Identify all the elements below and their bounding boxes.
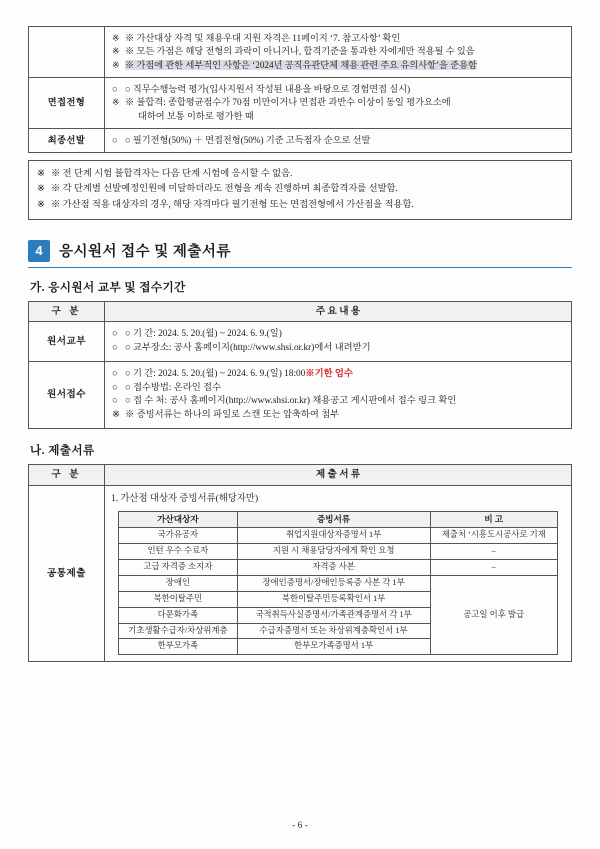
table-row xyxy=(29,486,572,662)
circle-bullet-icon: ○ xyxy=(112,329,118,340)
list-item xyxy=(112,382,564,395)
note-line xyxy=(112,45,564,58)
table-row xyxy=(29,129,572,153)
table-row xyxy=(119,543,558,559)
table-row xyxy=(29,27,572,78)
circle-bullet-icon: ○ xyxy=(112,396,118,407)
note-line xyxy=(112,32,564,45)
cell-eligible: 다문화가족 xyxy=(119,607,237,623)
cell-evidence: 장애인증명서/장애인등록증 사본 각 1부 xyxy=(237,575,430,591)
circle-bullet-icon: ○ xyxy=(112,135,118,146)
bullet-icon: ※ xyxy=(37,199,45,210)
note-line xyxy=(37,198,563,213)
table-header-row xyxy=(29,301,572,322)
cell-evidence: 자격증 사본 xyxy=(237,559,430,575)
row-label-distribution: 원서교부 xyxy=(29,322,105,362)
subsection-b-heading: 나. 제출서류 xyxy=(30,444,95,458)
selection-process-table xyxy=(28,26,572,153)
col-header-content: 주 요 내 용 xyxy=(105,301,572,322)
note-line xyxy=(112,59,564,72)
note-text: ○ 직무수행능력 평가(입사지원서 작성된 내용을 바탕으로 경험면접 실시) xyxy=(125,84,411,95)
item-text: ○ 교부장소: 공사 홈페이지(http://www.shsi.or.kr)에서 내려받기 xyxy=(125,342,371,353)
col-header-documents: 제 출 서 류 xyxy=(105,465,572,486)
cell-remarks: – xyxy=(430,543,557,559)
cell-remarks: 제출처 ‘시흥도시공사로 기재 xyxy=(430,527,557,543)
col-header-eligible: 가산대상자 xyxy=(119,511,237,527)
cell-evidence: 지원 시 채용담당자에게 확인 요청 xyxy=(237,543,430,559)
list-item xyxy=(112,409,564,422)
subsection-a-heading: 가. 응시원서 교부 및 접수기간 xyxy=(30,280,186,294)
table-row xyxy=(29,322,572,362)
section-title: 응시원서 접수 및 제출서류 xyxy=(59,244,231,261)
row-content xyxy=(105,129,572,153)
page-number: - 6 - xyxy=(292,821,308,831)
cell-remarks: – xyxy=(430,559,557,575)
row-label xyxy=(29,27,105,78)
note-text: ○ 필기전형(50%) ＋ 면접전형(50%) 기준 고득점자 순으로 선발 xyxy=(125,135,371,146)
note-text: ※ 불합격: 종합평균점수가 70점 미만이거나 면접관 과반수 이상이 동일 평가요소에 xyxy=(125,97,451,108)
row-content xyxy=(105,27,572,78)
list-item xyxy=(112,328,564,341)
section-number-badge: 4 xyxy=(28,240,50,262)
bullet-icon: ※ xyxy=(112,409,120,420)
note-text: ※ 가산점 적용 대상자의 경우, 해당 자격마다 필기전형 또는 면접전형에서 가산점을 적용함. xyxy=(51,199,414,210)
note-line xyxy=(37,182,563,197)
application-schedule-table xyxy=(28,301,572,430)
item-text: ○ 기 간: 2024. 5. 20.(월) ~ 2024. 6. 9.(일) xyxy=(125,329,282,340)
cell-evidence: 수급자증명서 또는 차상위계층확인서 1부 xyxy=(237,623,430,639)
note-text: ※ 각 단계별 선발예정인원에 미달하더라도 전형을 계속 진행하며 최종합격자를 선발함. xyxy=(51,184,398,195)
bullet-icon: ※ xyxy=(112,33,120,43)
list-item xyxy=(112,368,564,381)
col-header-division: 구 분 xyxy=(29,301,105,322)
table-row xyxy=(119,527,558,543)
list-item xyxy=(112,342,564,355)
cell-evidence: 국적취득사실증명서/가족관계증명서 각 1부 xyxy=(237,607,430,623)
cell-evidence: 한부모가족증명서 1부 xyxy=(237,639,430,655)
col-header-remarks: 비 고 xyxy=(430,511,557,527)
section-divider xyxy=(28,267,572,268)
cell-evidence: 북한이탈주민등록확인서 1부 xyxy=(237,591,430,607)
bullet-icon: ※ xyxy=(37,169,45,180)
bullet-icon: ※ xyxy=(112,59,120,70)
note-line xyxy=(112,96,564,109)
inner-table-title: 1. 가산점 대상자 증빙서류(해당자만) xyxy=(111,494,259,505)
cell-eligible: 한부모가족 xyxy=(119,639,237,655)
section-heading xyxy=(28,240,572,262)
cell-evidence: 취업지원대상자증명서 1부 xyxy=(237,527,430,543)
note-line xyxy=(112,134,564,147)
row-label-final: 최종선발 xyxy=(29,129,105,153)
table-header-row xyxy=(119,511,558,527)
row-label-interview: 면접전형 xyxy=(29,78,105,129)
circle-bullet-icon: ○ xyxy=(112,342,118,353)
table-row xyxy=(119,559,558,575)
table-header-row xyxy=(29,465,572,486)
cell-remarks-merged: 공고일 이후 발급 xyxy=(430,575,557,655)
item-text: ※ 증빙서류는 하나의 파일로 스캔 또는 압축하여 첨부 xyxy=(125,409,340,420)
list-item xyxy=(112,395,564,408)
table-row xyxy=(29,78,572,129)
circle-bullet-icon: ○ xyxy=(112,369,118,380)
bullet-icon: ※ xyxy=(112,46,120,57)
col-header-evidence: 증빙서류 xyxy=(237,511,430,527)
row-content xyxy=(105,486,572,662)
note-text: ※ 모든 가점은 해당 전형의 과락이 아니거나, 합격기준을 통과한 자에게만 적용될 수 있음 xyxy=(125,46,475,57)
documents-table xyxy=(28,464,572,662)
bonus-point-documents-table xyxy=(118,511,558,656)
cell-eligible: 고급 자격증 소지자 xyxy=(119,559,237,575)
bullet-icon: ※ xyxy=(37,184,45,195)
general-notes-box xyxy=(28,160,572,219)
table-row xyxy=(29,362,572,429)
cell-eligible: 인턴 우수 수료자 xyxy=(119,543,237,559)
row-label-receipt: 원서접수 xyxy=(29,362,105,429)
col-header-division: 구 분 xyxy=(29,465,105,486)
row-content xyxy=(105,78,572,129)
note-text-highlighted: ※ 가점에 관한 세부적인 사항은 ‘2024년 공직유관단체 채용 관련 주요 유의사항’을 준용함 xyxy=(125,59,477,70)
cell-eligible: 장애인 xyxy=(119,575,237,591)
bullet-icon: ※ xyxy=(112,97,120,108)
circle-bullet-icon: ○ xyxy=(112,382,118,393)
note-line xyxy=(112,83,564,96)
circle-bullet-icon: ○ xyxy=(112,84,118,95)
row-content xyxy=(105,362,572,429)
deadline-emphasis: ※기한 엄수 xyxy=(305,369,353,380)
row-content xyxy=(105,322,572,362)
note-text: 대하여 보통 이하로 평가한 때 xyxy=(138,110,254,121)
cell-eligible: 북한이탈주민 xyxy=(119,591,237,607)
item-text: ○ 접 수 처: 공사 홈페이지(http://www.shsi.or.kr) 채용공고 게시판에서 접수 링크 확인 xyxy=(125,396,457,407)
note-text: ※ 전 단계 시험 불합격자는 다음 단계 시험에 응시할 수 없음. xyxy=(51,169,293,180)
item-text: ○ 접수방법: 온라인 접수 xyxy=(125,382,221,393)
cell-eligible: 국가유공자 xyxy=(119,527,237,543)
item-text: ○ 기 간: 2024. 5. 20.(월) ~ 2024. 6. 9.(일) 18:00 xyxy=(125,369,306,380)
note-line xyxy=(37,167,563,182)
row-label-common-submission: 공통제출 xyxy=(29,486,105,662)
table-row xyxy=(119,575,558,591)
cell-eligible: 기초생활수급자/차상위계층 xyxy=(119,623,237,639)
note-text: ※ 가산대상 자격 및 채용우대 지원 자격은 11페이지 ‘7. 참고사항’ 확인 xyxy=(125,33,401,43)
